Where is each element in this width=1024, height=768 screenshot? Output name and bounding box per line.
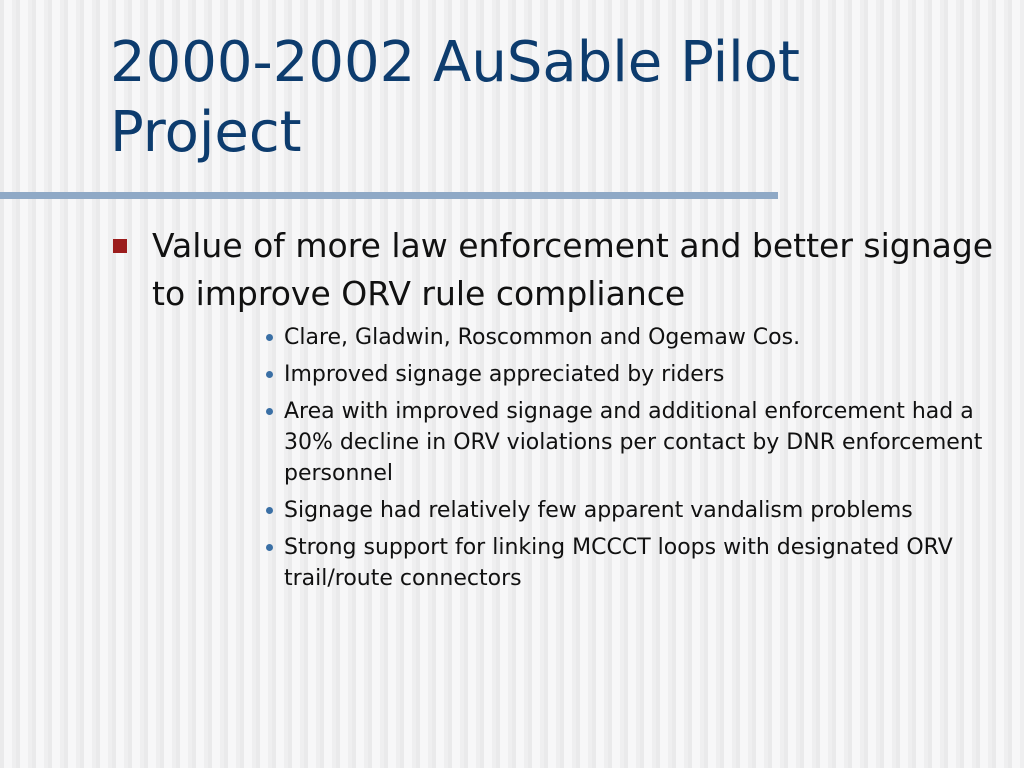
sub-bullet-item — [266, 322, 996, 353]
dot-bullet-icon — [266, 507, 273, 514]
main-bullet-text: Value of more law enforcement and better signage to improve ORV rule compliance — [152, 226, 994, 313]
title-divider — [0, 192, 778, 199]
square-bullet-icon — [113, 239, 127, 253]
sub-bullet-text: Clare, Gladwin, Roscommon and Ogemaw Cos. — [284, 325, 801, 350]
sub-bullet-list — [266, 322, 996, 600]
dot-bullet-icon — [266, 334, 273, 341]
dot-bullet-icon — [266, 408, 273, 415]
sub-bullet-text: Strong support for linking MCCCT loops with designated ORV trail/route connectors — [284, 535, 953, 591]
sub-bullet-text: Improved signage appreciated by riders — [284, 362, 725, 387]
sub-bullet-item — [266, 359, 996, 390]
sub-bullet-item — [266, 396, 996, 489]
dot-bullet-icon — [266, 371, 273, 378]
dot-bullet-icon — [266, 544, 273, 551]
main-bullet — [113, 222, 1013, 318]
sub-bullet-item — [266, 532, 996, 594]
sub-bullet-item — [266, 495, 996, 526]
sub-bullet-text: Area with improved signage and additional enforcement had a 30% decline in ORV violations per contact by DNR enforcement personnel — [284, 399, 983, 486]
slide-title: 2000-2002 AuSable Pilot Project — [110, 30, 800, 165]
sub-bullet-text: Signage had relatively few apparent vandalism problems — [284, 498, 913, 523]
